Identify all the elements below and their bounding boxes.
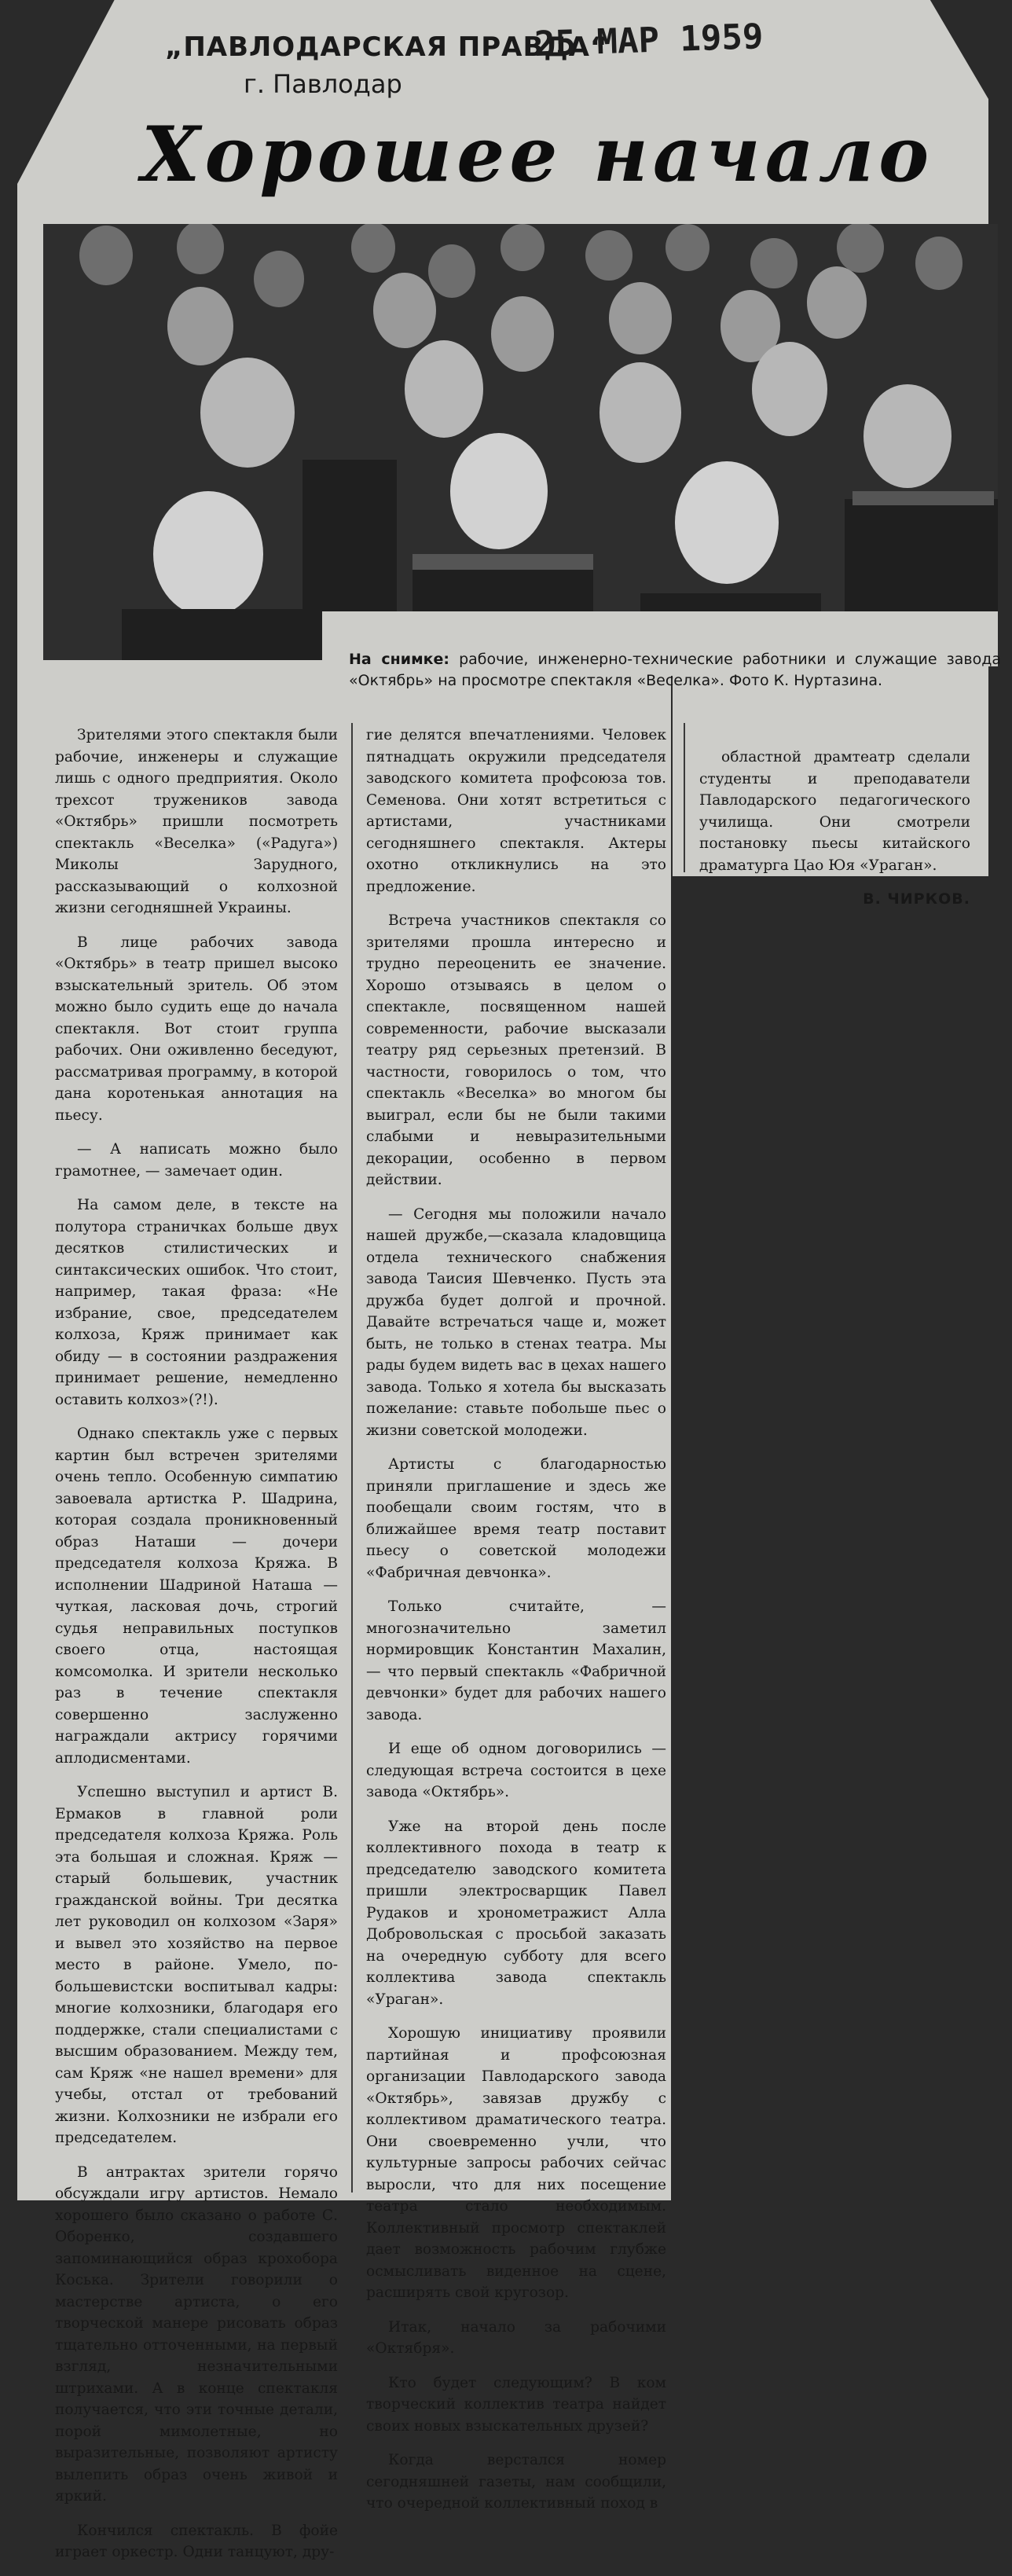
paragraph: Только считайте, — многозначительно заметил нормировщик Константин Махалин, — что первый спектакль «Фабричной девчонки» будет для рабочих нашего завода. (366, 1598, 666, 1723)
paragraph: — А написать можно было грамотнее, — замечает один. (55, 1141, 338, 1180)
paragraph: Уже на второй день после коллективного похода в театр к председателю заводского комитета пришли электросварщик Павел Рудаков и хронометражист Алла Добровольская с просьбой заказать на очередную субботу для всего коллектива завода спектакль «Ураган». (366, 1818, 666, 2008)
masthead-stamp (165, 16, 872, 99)
author-signature: В. ЧИРКОВ. (863, 890, 970, 908)
paragraph: Хорошую инициативу проявили партийная и профсоюзная организации Павлодарского завода «Октябрь», завязав дружбу с коллективом драматического театра. Они своевременно учли, что культурные запросы рабочих сейчас выросли, что для них посещение театра стало необходимым. Коллективный просмотр спектаклей дает возможность рабочим глубже осмысливать виденное на сцене, расширять свой кругозор. (366, 2025, 666, 2301)
column-divider (351, 723, 353, 2193)
article-column-3 (699, 747, 970, 911)
paragraph: — Сегодня мы положили начало нашей дружбе,—сказала кладовщица отдела технического снабжения завода Таисия Шевченко. Пусть эта дружба будет долгой и прочной. Давайте встречаться чаще и, может быть, не только в стенах театра. Мы рады будем видеть вас в цехах нашего завода. Только я хотела бы высказать пожелание: ставьте побольше пьес о жизни советской молодежи. (366, 1205, 666, 1439)
caption-text: рабочие, инженерно-технические работники и служащие завода «Октябрь» на просмотре спектакля «Веселка». Фото К. Нуртазина. (349, 651, 1001, 689)
newspaper-name: „ПАВЛОДАРСКАЯ ПРАВДА“ (165, 31, 609, 63)
paragraph: И еще об одном договорились — следующая встреча состоится в цехе завода «Октябрь». (366, 1741, 666, 1800)
paragraph: Кто будет следующим? В ком творческий коллектив театра найдет своих новых взыскательных друзей? (366, 2374, 666, 2435)
paragraph: Зрителями этого спектакля были рабочие, инженеры и служащие лишь с одного предприятия. Около трехсот тружеников завода «Октябрь» пришли посмотреть спектакль «Веселка» («Радуга») Миколы Зарудного, рассказывающий о колхозной жизни сегодняшней Украины. (55, 727, 338, 916)
article-headline: Хорошее начало (141, 110, 934, 199)
article-column-1 (55, 725, 338, 2576)
paragraph: областной драмтеатр сделали студенты и преподаватели Павлодарского педагогического училища. Они смотрели постановку пьесы китайского драматурга Цао Юя «Ураган». (699, 749, 970, 874)
audience-photo (43, 224, 998, 660)
paragraph: Однако спектакль уже с первых картин был встречен зрителями очень тепло. Особенную симпатию завоевала артистка Р. Шадрина, которая создала проникновенный образ Наташи — дочери председателя колхоза Кряжа. В исполнении Шадриной Наташа — чуткая, ласковая дочь, строгий судья неправильных поступков своего отца, настоящая комсомолка. И зрители несколько раз в течение спектакля совершенно заслуженно награждали актрису горячими аплодисментами. (55, 1426, 338, 1767)
paragraph: В лице рабочих завода «Октябрь» в театр пришел высоко взыскательный зритель. Об этом можно было судить еще до начала спектакля. Вот стоит группа рабочих. Они оживленно беседуют, рассматривая программу, в которой дана коротенькая аннотация на пьесу. (55, 934, 338, 1124)
paragraph: Когда верстался номер сегодняшней газеты, нам сообщили, что очередной коллективный поход в (366, 2452, 666, 2512)
paragraph: На самом деле, в тексте на полутора страничках больше двух десятков стилистических и синтаксических ошибок. Что стоит, например, такая фраза: «Не избрание, свое, председателем колхоза, Кряж принимает как обиду — в состоянии раздражения принимает решение, немедленно оставить колхоз»(?!). (55, 1197, 338, 1408)
column-divider (684, 723, 685, 872)
article-column-2 (366, 725, 666, 2527)
city-label: г. Павлодар (244, 69, 402, 99)
paragraph: Итак, начало за рабочими «Октября». (366, 2318, 666, 2357)
paragraph: В антрактах зрители горячо обсуждали игру артистов. Немало хорошего было сказано о работе С. Оборенко, создавшего запоминающийся образ крохобора Коська. Зрители говорили о мастерстве артиста, о его творческой манере рисовать образ тщательно отточенными, на первый взгляд, незначительными штрихами. А в конце спектакля получается, что эти точные детали, порой мимолетные, но выразительные, позволяют артисту вылепить образ очень живой и яркий. (55, 2163, 338, 2504)
paragraph: Артисты с благодарностью приняли приглашение и здесь же пообещали своим гостям, что в ближайшее время театр поставит пьесу о советской молодежи «Фабричная девчонка». (366, 1456, 666, 1581)
paragraph: Успешно выступил и артист В. Ермаков в главной роли председателя колхоза Кряжа. Роль эта большая и сложная. Кряж — старый большевик, участник гражданской войны. Три десятка лет руководил он колхозом «Заря» и вывел это хозяйство на первое место в районе. Умело, по-большевистски воспитывал кадры: многие колхозники, благодаря его поддержке, стали специалистами с высшим образованием. Между тем, сам Кряж «не нашел времени» для учебы, отстал от требований жизни. Колхозники не избрали его председателем. (55, 1784, 338, 2146)
photo-caption (349, 649, 1001, 692)
caption-lead: На снимке: (349, 651, 449, 668)
paragraph: Кончился спектакль. В фойе играет оркестр. Одни танцуют, дру- (55, 2522, 338, 2560)
paragraph: гие делятся впечатлениями. Человек пятнадцать окружили председателя заводского комитета профсоюза тов. Семенова. Они хотят встретиться с артистами, участниками сегодняшнего спектакля. Актеры охотно откликнулись на это предложение. (366, 727, 666, 895)
paragraph: Встреча участников спектакля со зрителями прошла интересно и трудно переоценить ее значение. Хорошо отзываясь в целом о спектакле, посвященном нашей современности, рабочие высказали театру ряд серьезных претензий. В частности, говорилось о том, что спектакль «Веселка» во многом бы выиграл, если бы не были такими слабыми и невыразительными декорации, особенно в первом действии. (366, 912, 666, 1188)
date-stamp: 25 МАР 1959 (534, 16, 764, 65)
audience-photo-image (43, 224, 998, 660)
